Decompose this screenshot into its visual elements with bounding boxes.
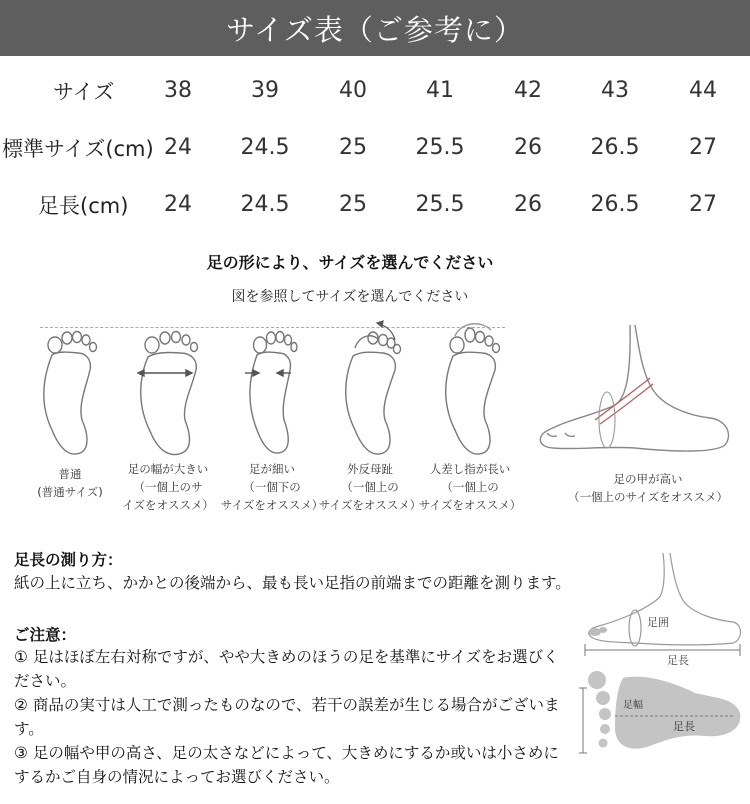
foot-type-advice: サイズをオススメ）: [418, 498, 522, 512]
row-label-size: サイズ: [53, 79, 115, 104]
table-cell: 43: [601, 78, 629, 103]
table-cell: 26.5: [590, 192, 640, 217]
table-cell: 38: [164, 78, 192, 103]
table-cell: 39: [251, 78, 279, 103]
wide-foot-icon: [130, 325, 210, 465]
table-cell: 24: [164, 135, 192, 160]
foot-type-advice: （一個上の: [441, 480, 499, 494]
measure-method-description: 紙の上に立ち、かかとの後端から、最も長い足指の前端までの距離を測ります。: [14, 574, 571, 592]
foot-type-advice: （一個上の: [341, 480, 399, 494]
foot-type-name: 普通: [58, 467, 82, 481]
long-second-toe-foot-icon: [433, 318, 513, 465]
foot-type-advice: (普通サイズ): [37, 485, 103, 499]
note-item: ② 商品の実寸は人工で測ったものなので、若干の誤差が生じる場合がございます。: [14, 696, 560, 738]
note-item: ① 足はほぼ左右対称ですが、やや大きめのほうの足を基準にサイズをお選びください。: [14, 648, 559, 690]
table-cell: 27: [689, 192, 717, 217]
notes-title: ご注意：: [14, 626, 77, 644]
table-cell: 24: [164, 192, 192, 217]
foot-type-name: 足が細い: [249, 462, 295, 476]
length-label-2: 足長: [673, 720, 695, 733]
table-cell: 40: [339, 78, 367, 103]
foot-type-wide: [108, 460, 228, 514]
note-item: ③ 足の幅や甲の高さ、足の太さなどによって、大きめにするか或いは小さめにするかご自身の情況によってお選びください。: [14, 744, 559, 786]
table-cell: 44: [689, 78, 717, 103]
table-cell: 25.5: [415, 135, 465, 160]
table-cell: 26: [514, 135, 542, 160]
table-cell: 25: [339, 135, 367, 160]
foot-type-advice: （一個上のサイズをオススメ）: [568, 490, 728, 504]
foot-type-high-instep: [548, 470, 748, 506]
foot-type-advice: サイズをオススメ）: [318, 498, 422, 512]
foot-type-name: 外反母趾: [347, 462, 393, 476]
size-chart-title: サイズ表（ご参考に）: [226, 12, 524, 47]
table-row: [0, 176, 750, 233]
foot-shape-guide-subtitle: 図を参照してサイズを選んでください: [231, 289, 469, 305]
table-cell: 24.5: [240, 192, 290, 217]
table-cell: 42: [514, 78, 542, 103]
table-cell: 24.5: [240, 135, 290, 160]
high-instep-foot-icon: [535, 320, 740, 470]
table-cell: 27: [689, 135, 717, 160]
girth-label: 足囲: [647, 616, 669, 629]
foot-type-advice: イズをオススメ）: [122, 498, 214, 512]
table-cell: 41: [426, 78, 454, 103]
foot-type-long-second-toe: [410, 460, 530, 514]
table-cell: 26: [514, 192, 542, 217]
table-row: [0, 119, 750, 176]
table-row: [0, 62, 750, 119]
table-cell: 25.5: [415, 192, 465, 217]
foot-type-advice: （一個下の: [243, 480, 301, 494]
size-table: [0, 62, 750, 233]
table-cell: 25: [339, 192, 367, 217]
length-label: 足長: [667, 654, 689, 667]
foot-type-name: 足の幅が大きい: [127, 462, 209, 476]
foot-shape-guide-title: 足の形により、サイズを選んでください: [206, 253, 494, 272]
narrow-foot-icon: [233, 325, 313, 465]
hallux-valgus-foot-icon: [333, 318, 413, 465]
foot-type-name: 人差し指が長い: [429, 462, 511, 476]
foot-measurement-diagram: [575, 548, 745, 800]
table-cell: 26.5: [590, 135, 640, 160]
row-label-standard-size: 標準サイズ(cm): [2, 136, 154, 161]
size-chart-header: [0, 0, 750, 56]
foot-type-name: 足の甲が高い: [613, 472, 683, 486]
normal-foot-icon: [30, 325, 110, 465]
row-label-foot-length: 足長(cm): [38, 193, 129, 218]
width-label: 足幅: [623, 700, 643, 711]
foot-type-advice: （一個上のサ: [133, 480, 203, 494]
foot-type-advice: サイズをオススメ）: [220, 498, 324, 512]
measure-method-title: 足長の測り方：: [14, 551, 123, 569]
